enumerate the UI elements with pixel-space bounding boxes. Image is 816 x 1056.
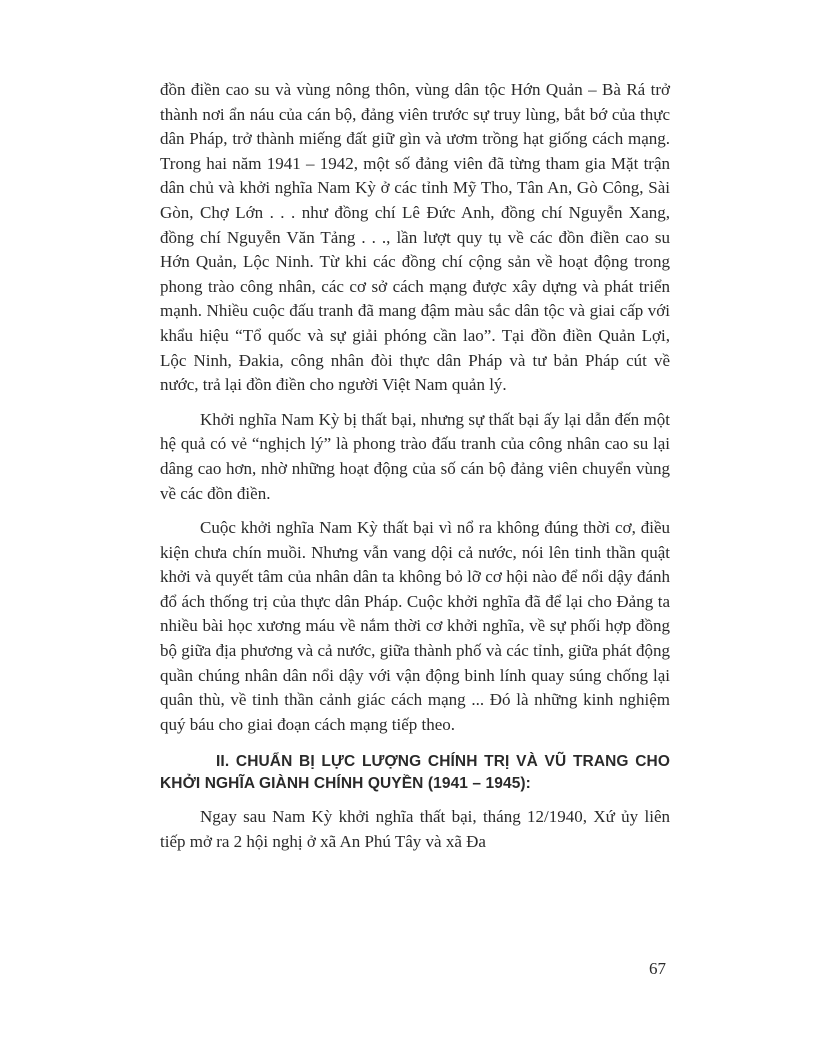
paragraph-4: Ngay sau Nam Kỳ khởi nghĩa thất bại, tháng 12/1940, Xứ ủy liên tiếp mở ra 2 hội nghị ở xã An Phú Tây và xã Đa <box>160 807 670 852</box>
page-number: 67 <box>649 959 666 978</box>
page-body <box>160 78 670 855</box>
paragraph-2: Khởi nghĩa Nam Kỳ bị thất bại, nhưng sự thất bại ấy lại dẫn đến một hệ quả có vẻ “nghịch lý” là phong trào đấu tranh của công nhân cao su lại dâng cao hơn, nhờ những hoạt động của số cán bộ đảng viên chuyển vùng về các đồn điền. <box>160 409 670 503</box>
paragraph-3: Cuộc khởi nghĩa Nam Kỳ thất bại vì nổ ra không đúng thời cơ, điều kiện chưa chín muồi. Nhưng vẫn vang dội cả nước, nói lên tinh thần quật khởi và quyết tâm của nhân dân ta không bỏ lỡ cơ hội nào để nổi dậy đánh đổ ách thống trị của thực dân Pháp. Cuộc khởi nghĩa đã để lại cho Đảng ta nhiều bài học xương máu về nắm thời cơ khởi nghĩa, về sự phối hợp đồng bộ giữa địa phương và cả nước, giữa thành phố và các tỉnh, giữa phát động quần chúng nhân dân nổi dậy với vận động binh lính quay súng chống lại quân thù, về tinh thần cảnh giác cách mạng ... Đó là những kinh nghiệm quý báu cho giai đoạn cách mạng tiếp theo. <box>160 518 670 734</box>
paragraph-1: đồn điền cao su và vùng nông thôn, vùng dân tộc Hớn Quản – Bà Rá trở thành nơi ẩn náu của cán bộ, đảng viên trước sự truy lùng, bắt bớ của thực dân Pháp, trở thành miếng đất giữ gìn và ươm trồng hạt giống cách mạng. Trong hai năm 1941 – 1942, một số đảng viên đã từng tham gia Mặt trận dân chủ và khởi nghĩa Nam Kỳ ở các tỉnh Mỹ Tho, Tân An, Gò Công, Sài Gòn, Chợ Lớn . . . như đồng chí Lê Đức Anh, đồng chí Nguyễn Xang, đồng chí Nguyễn Văn Tảng . . ., lần lượt quy tụ về các đồn điền cao su Hớn Quản, Lộc Ninh. Từ khi các đồng chí cộng sản về hoạt động trong phong trào công nhân, các cơ sở cách mạng được xây dựng và phát triển mạnh. Nhiều cuộc đấu tranh đã mang đậm màu sắc dân tộc và giai cấp với khẩu hiệu “Tổ quốc và sự giải phóng cần lao”. Tại đồn điền Quản Lợi, Lộc Ninh, Đakia, công nhân đòi thực dân Pháp và tư bản Pháp cút về nước, trả lại đồn điền cho người Việt Nam quản lý. <box>160 80 670 395</box>
section-heading: II. CHUẨN BỊ LỰC LƯỢNG CHÍNH TRỊ VÀ VŨ TRANG CHO KHỞI NGHĨA GIÀNH CHÍNH QUYỀN (1941 – 1945): <box>160 753 670 793</box>
